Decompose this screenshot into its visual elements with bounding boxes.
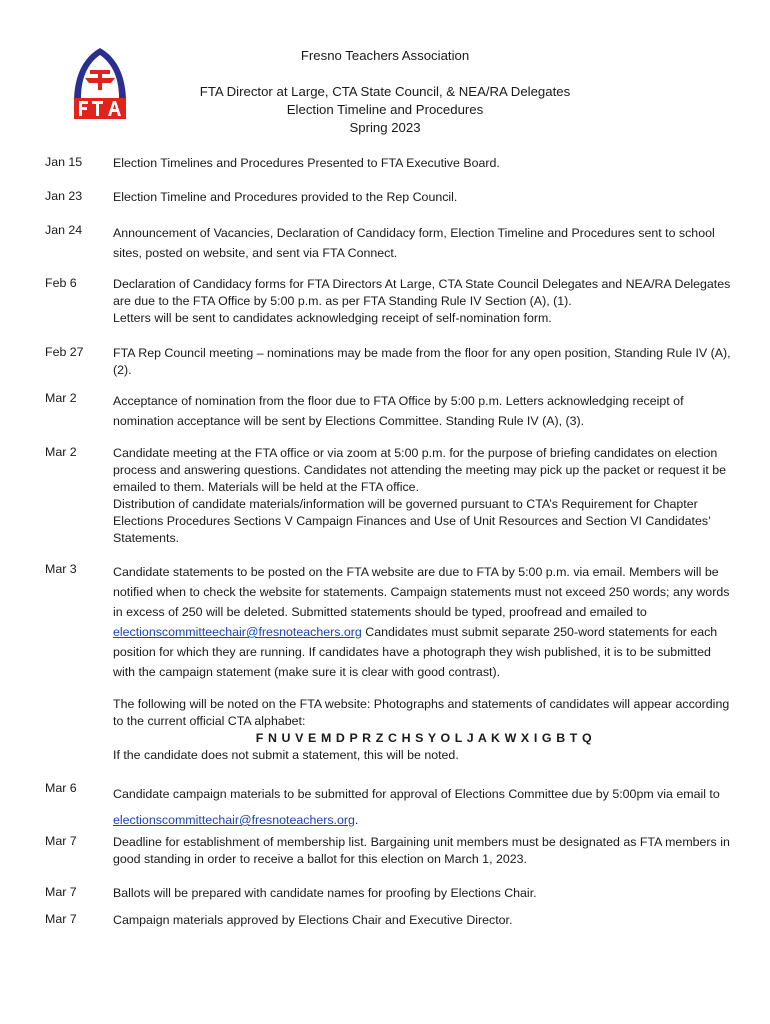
- entry-text-line: Candidate meeting at the FTA office or via zoom at 5:00 p.m. for the purpose of briefing candidates on election process and answering questions. Candidates not attending the meeting may pick up the packet or request it be emailed to them. Materials will be held at the FTA office.: [113, 446, 727, 494]
- timeline-entry: [45, 391, 735, 431]
- entry-date: Feb 6: [45, 276, 77, 290]
- timeline-entry: [45, 562, 735, 764]
- entry-date: Jan 24: [45, 223, 83, 237]
- entry-date: Mar 3: [45, 562, 77, 576]
- timeline-entry: [45, 155, 735, 172]
- entry-text-line: Letters will be sent to candidates acknowledging receipt of self-nomination form.: [113, 311, 552, 325]
- document-term: Spring 2023: [349, 120, 421, 135]
- entry-text-part: Candidates must submit separate 250-word statements for each position for which they are running. If candidates have a photograph they wish published, it is to be submitted with the campaign statement (make sure it is clear with good contrast).: [113, 625, 718, 679]
- timeline-entry: [45, 345, 735, 379]
- entry-text: Election Timelines and Procedures Presented to FTA Executive Board.: [113, 156, 500, 170]
- entry-text: Election Timeline and Procedures provided to the Rep Council.: [113, 190, 458, 204]
- timeline-entry: [45, 781, 735, 833]
- entry-text-part: .: [354, 813, 359, 827]
- entry-text-line: Distribution of candidate materials/information will be governed pursuant to CTA’s Requirement for Chapter Elections Procedures Sections V Campaign Finances and Use of Unit Resources and Section VI Candidates’ Statements.: [113, 497, 711, 545]
- fta-logo: [70, 46, 130, 122]
- entry-date: Feb 27: [45, 345, 84, 359]
- entry-text: Announcement of Vacancies, Declaration of Candidacy form, Election Timeline and Procedures sent to school sites, posted on website, and sent via FTA Connect.: [113, 226, 715, 260]
- entry-date: Mar 7: [45, 834, 77, 848]
- document-subtitle: Election Timeline and Procedures: [286, 102, 484, 117]
- document-header: [150, 47, 620, 137]
- entry-text: [113, 562, 735, 764]
- entry-text: FTA Rep Council meeting – nominations may be made from the floor for any open position, Standing Rule IV (A), (2).: [113, 346, 731, 377]
- entry-text: [113, 445, 735, 547]
- email-link[interactable]: electionscommittechair@fresnoteachers.org: [113, 813, 355, 827]
- timeline-entry: [45, 834, 735, 868]
- timeline-entry: [45, 445, 735, 547]
- timeline-entry: [45, 885, 735, 902]
- entry-date: Mar 2: [45, 445, 77, 459]
- entry-text-part: Candidate statements to be posted on the FTA website are due to FTA by 5:00 p.m. via email. Members will be notified when to check the website for statements. Campaign statements must not exceed 250 words; any words in excess of 250 will be deleted. Submitted statements should be typed, proofread and emailed to: [113, 565, 730, 619]
- entry-text: Ballots will be prepared with candidate names for proofing by Elections Chair.: [113, 886, 537, 900]
- timeline-entry: [45, 912, 735, 929]
- entry-text: Campaign materials approved by Elections Chair and Executive Director.: [113, 913, 513, 927]
- organization-name: Fresno Teachers Association: [300, 48, 470, 63]
- entry-text: Deadline for establishment of membership list. Bargaining unit members must be designated as FTA members in good standing in order to receive a ballot for this election on March 1, 2023.: [113, 835, 730, 866]
- timeline-entry: [45, 223, 735, 263]
- entry-text: [113, 781, 735, 833]
- entry-date: Mar 2: [45, 391, 77, 405]
- alphabet-note: The following will be noted on the FTA website: Photographs and statements of candidates will appear according to the current official CTA alphabet:: [113, 697, 730, 728]
- entry-date: Mar 6: [45, 781, 77, 795]
- fta-logo-graphic: [70, 46, 130, 122]
- email-link[interactable]: electionscommitteechair@fresnoteachers.org: [113, 625, 362, 639]
- entry-date: Mar 7: [45, 912, 77, 926]
- entry-date: Jan 23: [45, 189, 83, 203]
- entry-text-line: Declaration of Candidacy forms for FTA Directors At Large, CTA State Council Delegates and NEA/RA Delegates are due to the FTA Office by 5:00 p.m. as per FTA Standing Rule IV Section (A), (1).: [113, 277, 731, 308]
- timeline-entry: [45, 276, 735, 327]
- document-title: FTA Director at Large, CTA State Council, & NEA/RA Delegates: [199, 84, 571, 99]
- entry-date: Jan 15: [45, 155, 83, 169]
- entry-text: Acceptance of nomination from the floor due to FTA Office by 5:00 p.m. Letters acknowledging receipt of nomination acceptance will be sent by Elections Committee. Standing Rule IV (A), (3).: [113, 394, 684, 428]
- cta-alphabet: F N U V E M D P R Z C H S Y O L J A K W X I G B T Q: [255, 731, 593, 745]
- entry-text: [113, 276, 735, 327]
- entry-text-part: Candidate campaign materials to be submitted for approval of Elections Committee due by 5:00pm via email to: [113, 787, 720, 801]
- no-statement-note: If the candidate does not submit a statement, this will be noted.: [113, 748, 459, 762]
- entry-date: Mar 7: [45, 885, 77, 899]
- timeline-entry: [45, 189, 735, 206]
